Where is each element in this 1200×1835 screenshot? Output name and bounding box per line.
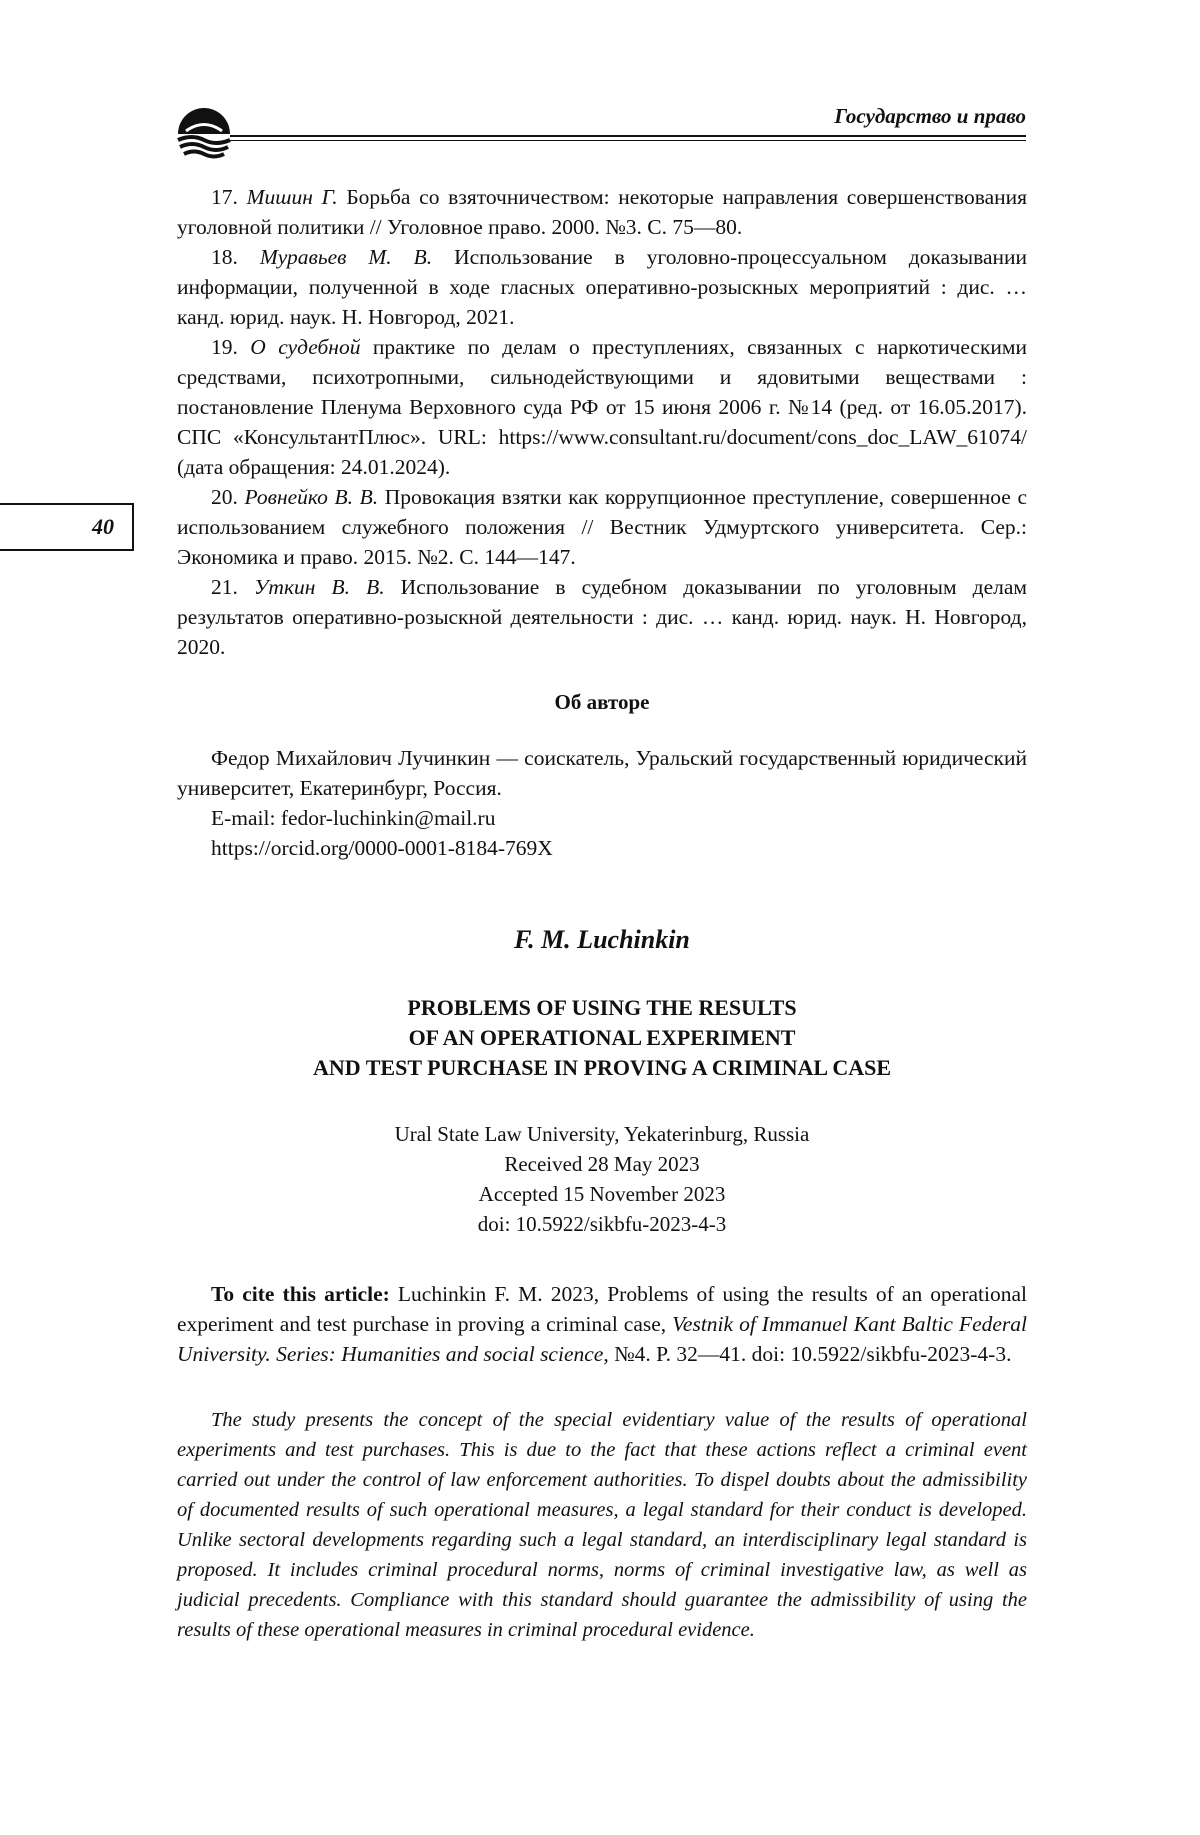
reference-number: 17. <box>211 185 238 209</box>
english-author-name: F. M. Luchinkin <box>514 925 690 954</box>
citation-label: To cite this article: <box>211 1282 390 1306</box>
abstract: The study presents the concept of the special evidentiary value of the results of operational experiments and test purchases. This is due to the fact that these actions reflect a criminal event carried out under the control of law enforcement authorities. To dispel doubts about the admissibility of documented results of such operational measures, a legal standard for their conduct is developed. Unlike sectoral developments regarding such a legal standard, an interdisciplinary legal standard is proposed. It includes criminal procedural norms, norms of criminal investigative law, as well as judicial precedents. Compliance with this standard should guarantee the admissibility of using the results of these operational measures in criminal procedural evidence. <box>177 1409 1027 1641</box>
author-email: E-mail: fedor-luchinkin@mail.ru <box>211 806 496 830</box>
reference-author: Мишин Г. <box>246 185 338 209</box>
affiliation: Ural State Law University, Yekaterinburg, Russia <box>394 1122 810 1146</box>
reference-number: 20. <box>211 485 238 509</box>
reference-item <box>177 572 1027 662</box>
header-rule-thin <box>230 140 1026 141</box>
reference-text: Провокация взятки как коррупционное преступление, совершенное с использованием служебного положения // Вестник Удмуртского университета. Сер.: Экономика и право. 2015. №2. С. 144—147. <box>177 485 1028 569</box>
english-article-title <box>177 993 1027 1083</box>
citation-text: Luchinkin F. M. 2023, Problems of using the results of an operational experiment and test purchase in proving a criminal case, <box>177 1282 1028 1336</box>
citation-journal: Vestnik of Immanuel Kant Baltic Federal University. Series: Humanities and social science, <box>177 1312 1027 1366</box>
reference-author: Ровнейко В. В. <box>244 485 379 509</box>
reference-item <box>177 482 1027 572</box>
citation-tail: №4. P. 32—41. doi: 10.5922/sikbfu-2023-4-3. <box>614 1342 1012 1366</box>
running-header <box>172 96 1026 156</box>
page-number: 40 <box>0 503 134 551</box>
reference-number: 19. <box>211 335 238 359</box>
reference-text: практике по делам о преступлениях, связанных с наркотическими средствами, психотропными, сильнодействующими и ядовитыми веществами : постановление Пленума Верховного суда РФ от 15 июня 2006 г. №14 (ред. от 16.05.2017). СПС «КонсультантПлюс». URL: https://www.consultant.ru/document/cons_doc_LAW_61074/ (дата обращения: 24.01.2024). <box>177 335 1028 479</box>
reference-text: Использование в судебном доказывании по уголовным делам результатов оперативно-розыскной деятельности : дис. … канд. юрид. наук. Н. Новгород, 2020. <box>177 575 1027 659</box>
title-line: PROBLEMS OF USING THE RESULTS <box>407 995 797 1020</box>
wave-globe-icon <box>172 104 236 168</box>
title-line: OF AN OPERATIONAL EXPERIMENT <box>408 1025 796 1050</box>
title-line: AND TEST PURCHASE IN PROVING A CRIMINAL CASE <box>312 1055 891 1080</box>
reference-author: Уткин В. В. <box>253 575 385 599</box>
header-rule-thick <box>230 135 1026 137</box>
author-bio: Федор Михайлович Лучинкин — соискатель, Уральский государственный юридический университет, Екатеринбург, Россия. <box>177 746 1027 800</box>
reference-text: Использование в уголовно-процессуальном доказывании информации, полученной в ходе гласных оперативно-розыскных мероприятий : дис. … канд. юрид. наук. Н. Новгород, 2021. <box>177 245 1027 329</box>
page-content <box>177 182 1027 1645</box>
doi: doi: 10.5922/sikbfu-2023-4-3 <box>477 1212 727 1236</box>
journal-section-title: Государство и право <box>834 104 1026 128</box>
reference-item <box>177 182 1027 242</box>
reference-item <box>177 332 1027 482</box>
article-metadata <box>177 1119 1027 1239</box>
accepted-date: Accepted 15 November 2023 <box>478 1182 726 1206</box>
author-orcid: https://orcid.org/0000-0001-8184-769X <box>211 836 553 860</box>
received-date: Received 28 May 2023 <box>504 1152 700 1176</box>
reference-text: Борьба со взяточничеством: некоторые направления совершенствования уголовной политики // Уголовное право. 2000. №3. С. 75—80. <box>177 185 1028 239</box>
about-author-heading: Об авторе <box>554 690 650 714</box>
reference-list <box>177 182 1027 662</box>
reference-item <box>177 242 1027 332</box>
reference-number: 21. <box>211 575 238 599</box>
reference-author: О судебной <box>250 335 361 359</box>
reference-author: Муравьев М. В. <box>259 245 433 269</box>
citation <box>177 1279 1027 1369</box>
reference-number: 18. <box>211 245 238 269</box>
